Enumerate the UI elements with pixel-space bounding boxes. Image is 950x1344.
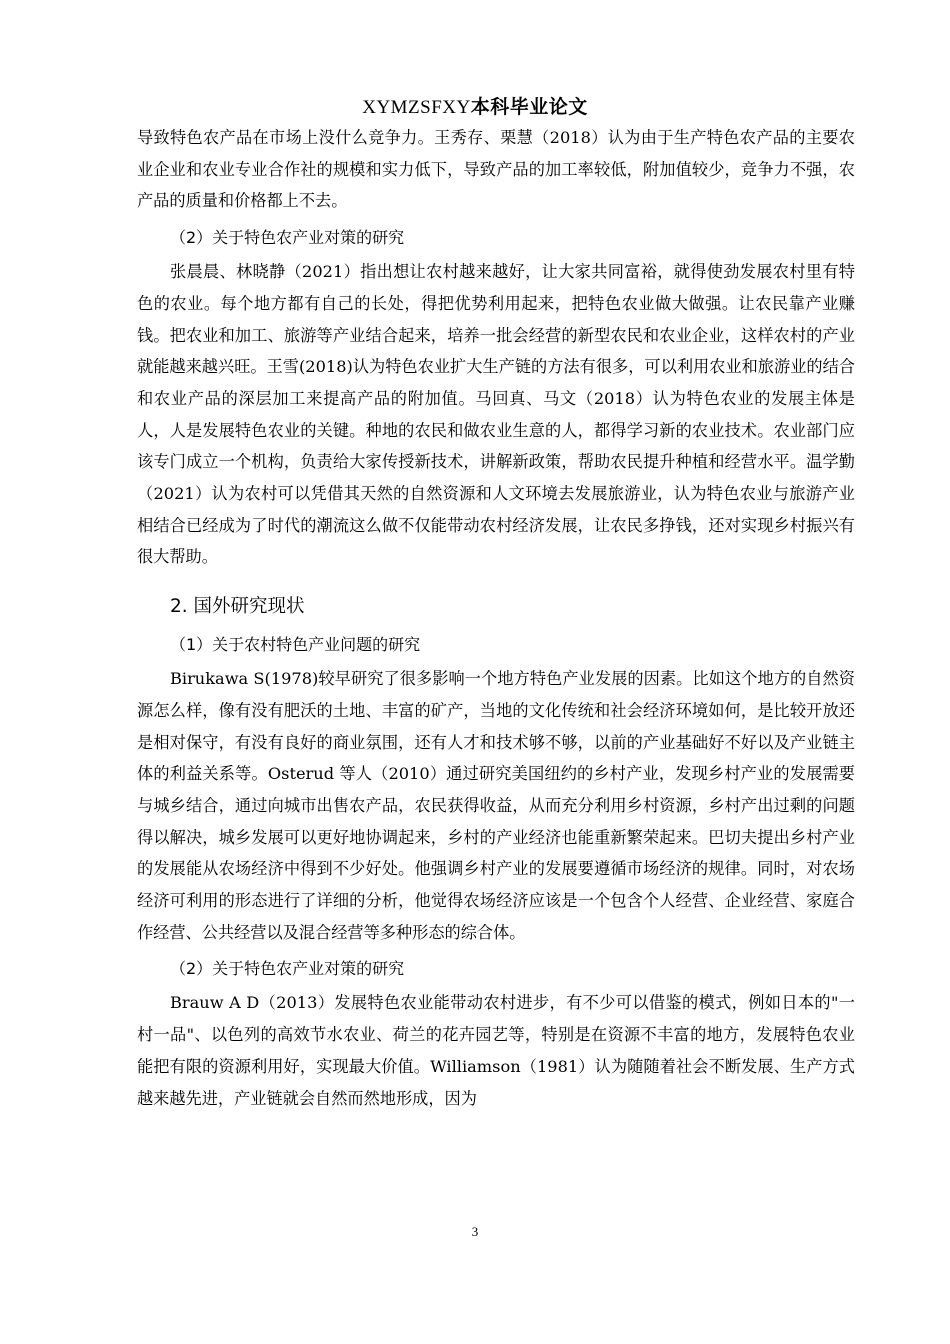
section-heading-foreign-research: 2. 国外研究现状 (170, 596, 305, 618)
paragraph-continued: 导致特色农产品在市场上没什么竞争力。王秀存、栗慧（2018）认为由于生产特色农产品的主要农业企业和农业专业合作社的规模和实力低下，导致产品的加工率较低，附加值较少，竞争力不强，农产品的质量和价格都上不去。 (137, 128, 855, 211)
header-title: 本科毕业论文 (470, 96, 588, 118)
subheading-foreign-countermeasures: （2）关于特色农产业对策的研究 (170, 959, 405, 979)
paragraph-foreign-countermeasures: Brauw A D（2013）发展特色农业能带动农村进步，有不少可以借鉴的模式，例如日本的"一村一品"、以色列的高效节水农业、荷兰的花卉园艺等，特别是在资源不丰富的地方，发展特色农业能把有限的资源利用好，实现最大价值。Williamson（1981）认为随随着社会不断发展、生产方式越来越先进，产业链就会自然而然地形成，因为 (137, 993, 855, 1108)
subheading-domestic-countermeasures: （2）关于特色农产业对策的研究 (170, 228, 405, 248)
header-school-code: XYMZSFXY (362, 97, 471, 118)
paragraph-domestic-countermeasures: 张晨晨、林晓静（2021）指出想让农村越来越好，让大家共同富裕，就得使劲发展农村里有特色的农业。每个地方都有自己的长处，得把优势利用起来，把特色农业做大做强。让农民靠产业赚钱。把农业和加工、旅游等产业结合起来，培养一批会经营的新型农民和农业企业，这样农村的产业就能越来越兴旺。王雪(2018)认为特色农业扩大生产链的方法有很多，可以利用农业和旅游业的结合和农业产品的深层加工来提高产品的附加值。马回真、马文（2018）认为特色农业的发展主体是人，人是发展特色农业的关键。种地的农民和做农业生意的人，都得学习新的农业技术。农业部门应该专门成立一个机构，负责给大家传授新技术，讲解新政策，帮助农民提升种植和经营水平。温学勤（2021）认为农村可以凭借其天然的自然资源和人文环境去发展旅游业，认为特色农业与旅游产业相结合已经成为了时代的潮流这么做不仅能带动农村经济发展，让农民多挣钱，还对实现乡村振兴有很大帮助。 (137, 262, 855, 567)
document-body (137, 122, 855, 1114)
subheading-foreign-problems: （1）关于农村特色产业问题的研究 (170, 635, 421, 655)
page-number: 3 (471, 1224, 479, 1239)
page-header (0, 92, 950, 119)
paragraph-foreign-problems: Birukawa S(1978)较早研究了很多影响一个地方特色产业发展的因素。比如这个地方的自然资源怎么样，像有没有肥沃的土地、丰富的矿产，当地的文化传统和社会经济环境如何，是比较开放还是相对保守，有没有良好的商业氛围，还有人才和技术够不够，以前的产业基础好不好以及产业链主体的利益关系等。Osterud 等人（2010）通过研究美国纽约的乡村产业，发现乡村产业的发展需要与城乡结合，通过向城市出售农产品，农民获得收益，从而充分利用乡村资源，乡村产出过剩的问题得以解决，城乡发展可以更好地协调起来，乡村的产业经济也能重新繁荣起来。巴切夫提出乡村产业的发展能从农场经济中得到不少好处。他强调乡村产业的发展要遵循市场经济的规律。同时，对农场经济可利用的形态进行了详细的分析，他觉得农场经济应该是一个包含个人经营、企业经营、家庭合作经营、公共经营以及混合经营等多种形态的综合体。 (137, 669, 855, 942)
